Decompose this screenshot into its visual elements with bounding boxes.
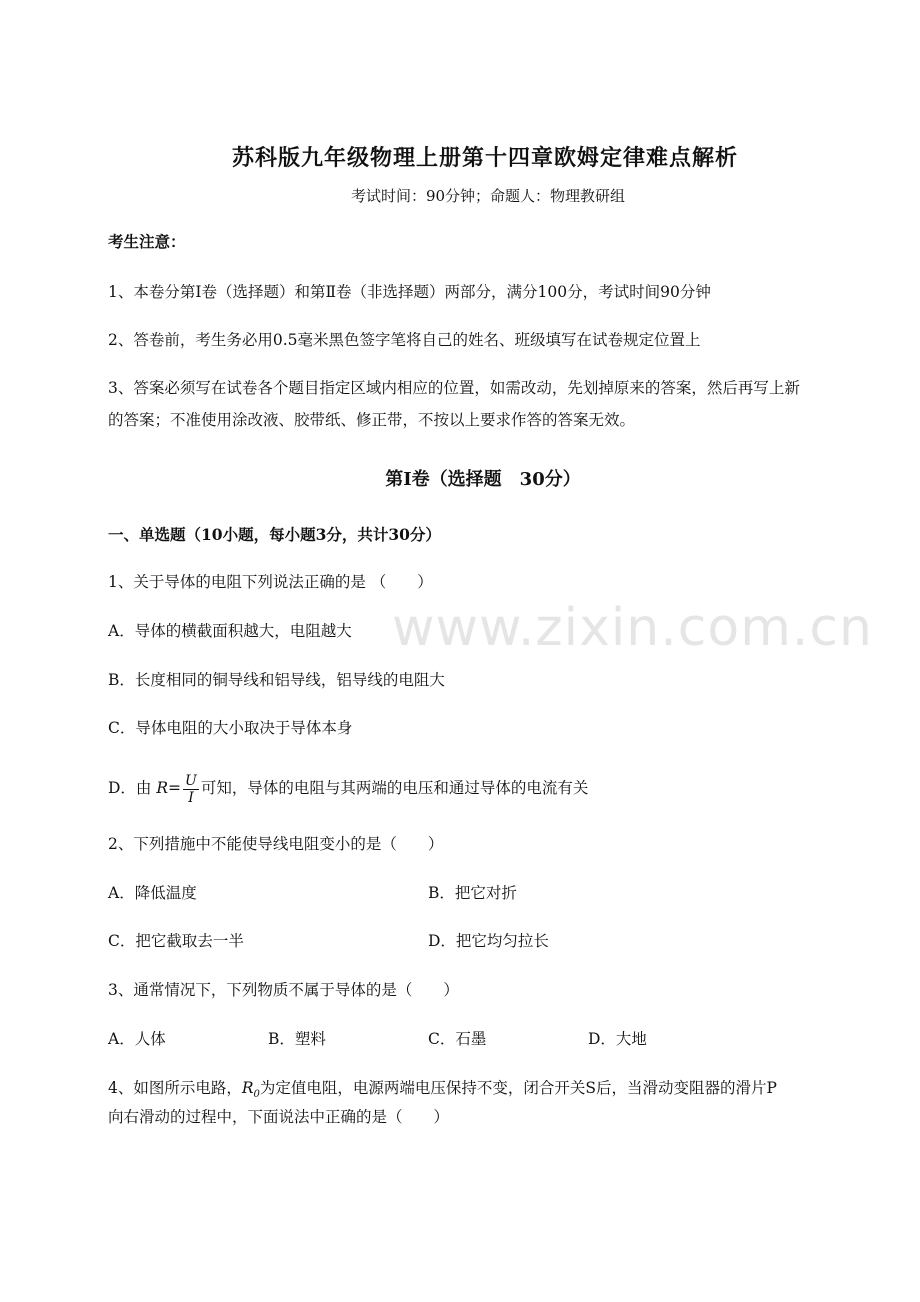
notice-item-3: 3、答案必须写在试卷各个题目指定区域内相应的位置，如需改动，先划掉原来的答案，然后再写上新 (108, 379, 800, 397)
q1-option-a: A．导体的横截面积越大，电阻越大 (108, 622, 352, 640)
notice-item-3-cont: 的答案；不准使用涂改液、胶带纸、修正带，不按以上要求作答的答案无效。 (108, 411, 636, 429)
notice-item-1: 1、本卷分第I卷（选择题）和第Ⅱ卷（非选择题）两部分，满分100分，考试时间90分钟 (108, 283, 711, 301)
q1-option-c: C．导体电阻的大小取决于导体本身 (108, 719, 353, 737)
q3-stem: 3、通常情况下，下列物质不属于导体的是（ ） (108, 981, 459, 999)
q2-option-b: B．把它对折 (428, 884, 517, 902)
q3-option-d: D．大地 (588, 1030, 647, 1048)
q1-option-d (108, 768, 588, 808)
q2-stem: 2、下列措施中不能使导线电阻变小的是（ ） (108, 835, 444, 853)
q4-stem-line2: 向右滑动的过程中，下面说法中正确的是（ ） (108, 1108, 450, 1126)
q1-d-suffix: 可知，导体的电阻与其两端的电压和通过导体的电流有关 (200, 779, 589, 797)
q3-option-a: A．人体 (108, 1030, 166, 1048)
exam-title: 苏科版九年级物理上册第十四章欧姆定律难点解析 (231, 145, 738, 171)
watermark: www.zixin.com.cn (392, 598, 873, 658)
exam-subtitle: 考试时间：90分钟；命题人：物理教研组 (350, 187, 626, 205)
part-heading: 一、单选题（10小题，每小题3分，共计30分） (108, 525, 441, 544)
q1-d-prefix: D．由 (108, 779, 152, 797)
notice-item-2: 2、答卷前，考生务必用0.5毫米黑色签字笔将自己的姓名、班级填写在试卷规定位置上 (108, 331, 701, 349)
q4-stem-prefix: 4、如图所示电路， (108, 1079, 242, 1097)
q1-d-fraction (183, 773, 199, 806)
section-title: 第I卷（选择题 30分） (385, 469, 581, 490)
q1-d-var: R (156, 779, 169, 797)
q3-option-b: B．塑料 (268, 1030, 326, 1048)
q4-stem-rest: 为定值电阻，电源两端电压保持不变，闭合开关S后，当滑动变阻器的滑片P (259, 1079, 777, 1097)
q4-r-var: R (241, 1079, 254, 1097)
q2-option-d: D．把它均匀拉长 (428, 932, 549, 950)
q1-stem: 1、关于导体的电阻下列说法正确的是 （ ） (108, 573, 433, 591)
q2-option-a: A．降低温度 (108, 884, 197, 902)
notice-heading: 考生注意： (108, 232, 186, 251)
q1-option-b: B．长度相同的铜导线和铝导线，铝导线的电阻大 (108, 671, 445, 689)
q4-r-sub: 0 (253, 1089, 260, 1101)
q1-d-eq: = (168, 779, 182, 797)
q1-d-numerator: U (185, 772, 197, 789)
q1-d-denominator: I (188, 789, 194, 806)
q4-stem-line1 (108, 1078, 777, 1105)
q2-option-c: C．把它截取去一半 (108, 932, 244, 950)
q3-option-c: C．石墨 (428, 1030, 487, 1048)
